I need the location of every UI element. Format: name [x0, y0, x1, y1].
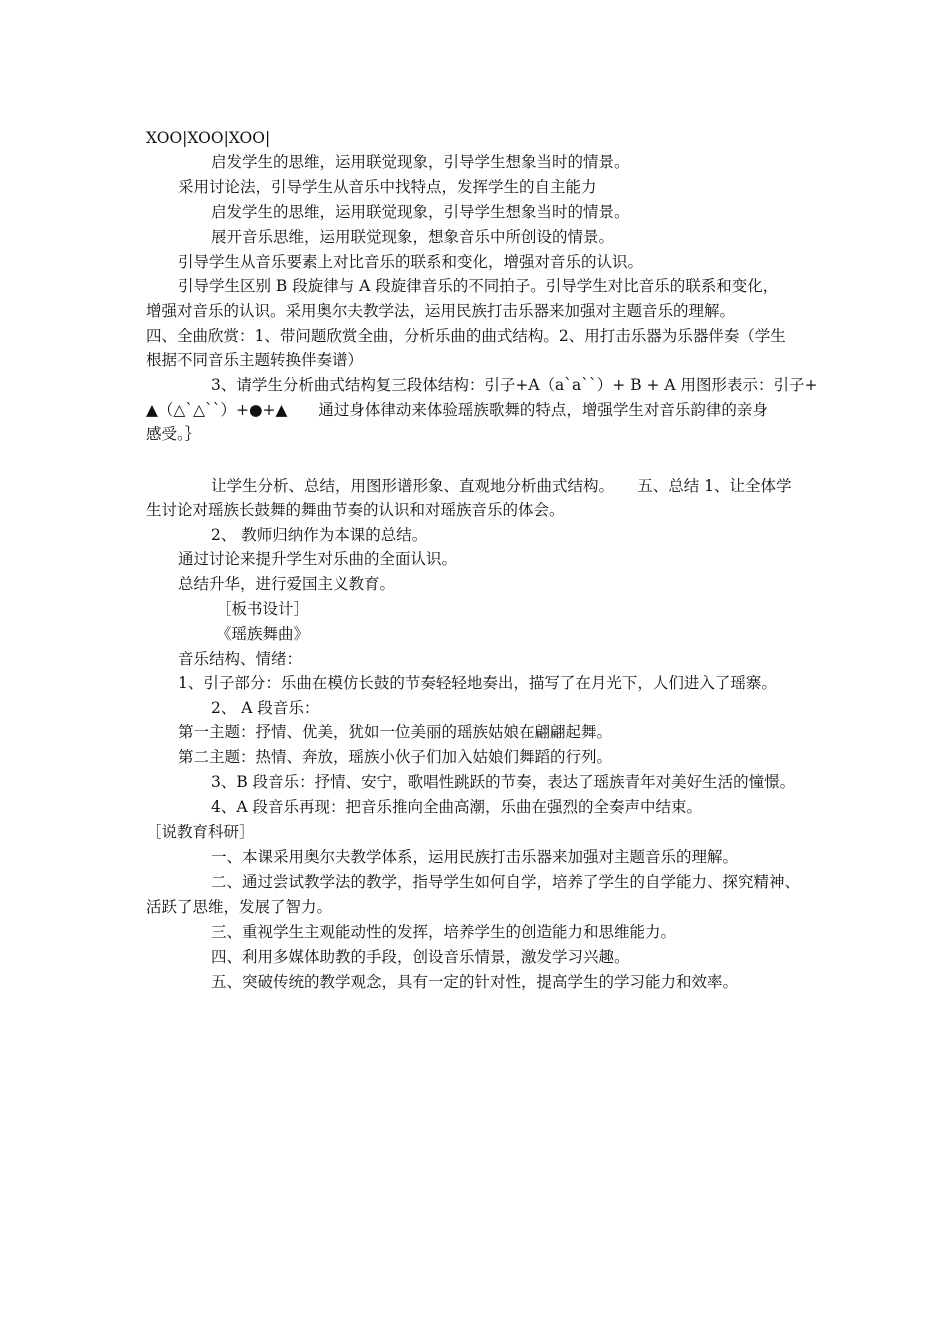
board-title: 《瑶族舞曲》 [216, 625, 310, 643]
paragraph-line: 一、本课采用奥尔夫教学体系，运用民族打击乐器来加强对主题音乐的理解。 [211, 848, 739, 866]
paragraph-line: 二、通过尝试教学法的教学，指导学生如何自学，培养了学生的自学能力、探究精神、 [211, 873, 801, 891]
paragraph-line: ▲（△`△``）+●+▲ 通过身体律动来体验瑶族歌舞的特点，增强学生对音乐韵律的亲身 [146, 401, 768, 419]
paragraph-line: 四、全曲欣赏：1、带问题欣赏全曲，分析乐曲的曲式结构。2、用打击乐器为乐器伴奏（学生 [146, 327, 786, 345]
paragraph-line: 通过讨论来提升学生对乐曲的全面认识。 [178, 550, 458, 568]
paragraph-line: 总结升华，进行爱国主义教育。 [178, 575, 396, 593]
paragraph-line: 采用讨论法，引导学生从音乐中找特点，发挥学生的自主能力 [178, 178, 597, 196]
paragraph-line: 三、重视学生主观能动性的发挥，培养学生的创造能力和思维能力。 [211, 923, 677, 941]
paragraph-line: 感受。｝ [146, 425, 201, 443]
paragraph-line: 第一主题：抒情、优美，犹如一位美丽的瑶族姑娘在翩翩起舞。 [178, 723, 613, 741]
paragraph-line: 音乐结构、情绪： [178, 650, 303, 668]
paragraph-line: 四、利用多媒体助教的手段，创设音乐情景，激发学习兴趣。 [211, 948, 630, 966]
paragraph-line: 3、B 段音乐：抒情、安宁，歌唱性跳跃的节奏，表达了瑶族青年对美好生活的憧憬。 [211, 773, 796, 791]
paragraph-line: 启发学生的思维，运用联觉现象，引导学生想象当时的情景。 [211, 153, 630, 171]
paragraph-line: 2、 教师归纳作为本课的总结。 [211, 526, 428, 544]
paragraph-line: 五、突破传统的教学观念，具有一定的针对性，提高学生的学习能力和效率。 [211, 973, 739, 991]
paragraph-line: 根据不同音乐主题转换伴奏谱） [146, 351, 364, 369]
paragraph-line: 引导学生区别 B 段旋律与 A 段旋律音乐的不同拍子。引导学生对比音乐的联系和变化， [178, 277, 779, 295]
paragraph-line: 启发学生的思维，运用联觉现象，引导学生想象当时的情景。 [211, 203, 630, 221]
section-heading: ［说教育科研］ [146, 823, 255, 841]
paragraph-line: 让学生分析、总结，用图形谱形象、直观地分析曲式结构。 五、总结 1、让全体学 [211, 477, 792, 495]
paragraph-line: 展开音乐思维，运用联觉现象，想象音乐中所创设的情景。 [211, 228, 615, 246]
paragraph-line: 引导学生从音乐要素上对比音乐的联系和变化，增强对音乐的认识。 [178, 253, 644, 271]
paragraph-line: 生讨论对瑶族长鼓舞的舞曲节奏的认识和对瑶族音乐的体会。 [146, 501, 565, 519]
paragraph-line: 1、引子部分：乐曲在模仿长鼓的节奏轻轻地奏出，描写了在月光下，人们进入了瑶寨。 [178, 674, 777, 692]
paragraph-line: 2、 A 段音乐： [211, 699, 320, 717]
paragraph-line: 活跃了思维，发展了智力。 [146, 898, 333, 916]
paragraph-line: 增强对音乐的认识。采用奥尔夫教学法，运用民族打击乐器来加强对主题音乐的理解。 [146, 302, 736, 320]
section-heading: ［板书设计］ [216, 600, 310, 618]
notation-line: XOO|XOO|XOO| [146, 129, 271, 147]
paragraph-line: 4、A 段音乐再现：把音乐推向全曲高潮，乐曲在强烈的全奏声中结束。 [211, 798, 702, 816]
paragraph-line: 第二主题：热情、奔放，瑶族小伙子们加入姑娘们舞蹈的行列。 [178, 748, 613, 766]
paragraph-line: 3、请学生分析曲式结构复三段体结构：引子+A（a`a``）+ B + A 用图形表示：引子+ [211, 376, 818, 394]
